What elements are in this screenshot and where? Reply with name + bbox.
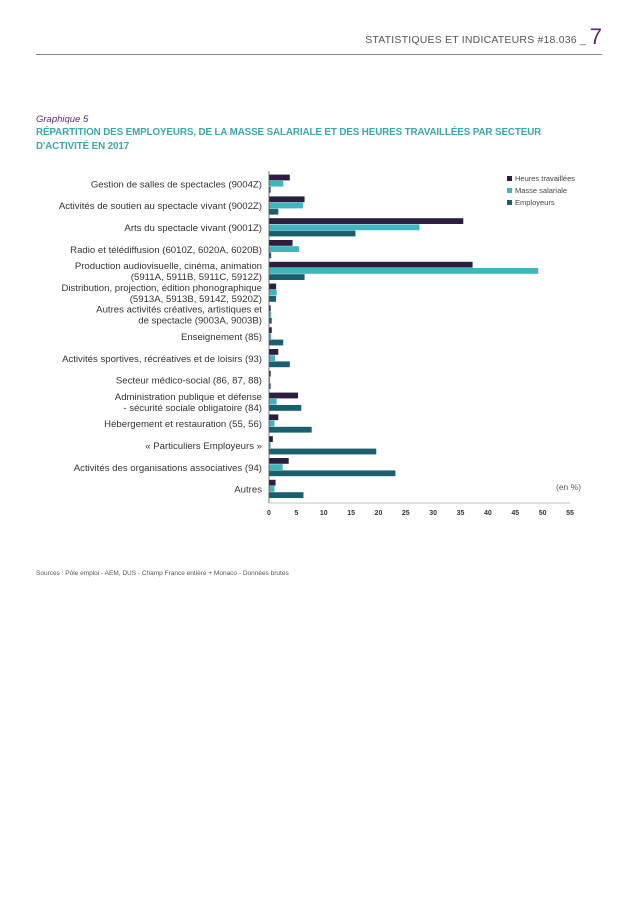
bars-group: [269, 175, 538, 498]
bar-employeurs-14: [269, 492, 303, 498]
bar-heures-7: [269, 327, 272, 333]
category-label-14: Autres: [234, 484, 262, 496]
x-tick-10: 10: [319, 510, 328, 517]
bar-masse-3: [269, 246, 299, 252]
bar-masse-10: [269, 399, 277, 405]
legend: [507, 174, 575, 207]
category-label-1: Activités de soutien au spectacle vivant (9002Z): [58, 201, 262, 213]
category-label-5-line1: (5913A, 5913B, 5914Z, 5920Z): [129, 293, 262, 305]
bar-heures-2: [269, 218, 463, 224]
bar-masse-1: [269, 203, 303, 209]
x-tick-30: 30: [429, 510, 438, 517]
bar-employeurs-4: [269, 274, 305, 280]
bar-heures-1: [269, 196, 305, 202]
page-number: 7: [589, 24, 602, 49]
x-tick-20: 20: [374, 510, 383, 517]
sources-note: Sources : Pôle emploi - AEM, DUS - Champ France entière + Monaco - Données brutes: [36, 570, 289, 577]
category-label-4-line0: Production audiovisuelle, cinéma, animation: [74, 261, 262, 273]
bar-employeurs-10: [269, 405, 301, 411]
bar-masse-8: [269, 355, 275, 361]
x-tick-40: 40: [484, 510, 492, 517]
bar-masse-4: [269, 268, 538, 274]
bar-employeurs-1: [269, 209, 278, 215]
category-label-13: Activités des organisations associatives (94): [73, 462, 262, 474]
bar-heures-10: [269, 393, 298, 399]
bar-masse-5: [269, 290, 277, 296]
bar-heures-3: [269, 240, 293, 246]
bar-heures-0: [269, 175, 290, 181]
bar-employeurs-11: [269, 427, 312, 433]
bar-heures-12: [269, 436, 273, 442]
category-label-3: Radio et télédiffusion (6010Z, 6020A, 6020B): [70, 244, 262, 256]
graph-label: Graphique 5: [36, 114, 89, 125]
x-tick-35: 35: [456, 510, 465, 517]
bar-heures-14: [269, 480, 276, 486]
x-tick-5: 5: [294, 510, 299, 517]
bar-masse-13: [269, 464, 283, 470]
graph-title: RÉPARTITION DES EMPLOYEURS, DE LA MASSE SALARIALE ET DES HEURES TRAVAILLÉES PAR SECTEUR D'ACTIVITÉ EN 2017: [36, 127, 542, 152]
bar-masse-11: [269, 421, 274, 427]
x-tick-25: 25: [401, 510, 410, 517]
legend-label-2: Employeurs: [515, 198, 555, 208]
legend-label-0: Heures travaillées: [515, 174, 576, 184]
unit-label: (en %): [556, 482, 582, 492]
bar-masse-2: [269, 224, 420, 230]
bar-heures-8: [269, 349, 278, 355]
bar-employeurs-8: [269, 361, 290, 367]
legend-swatch-2: [507, 200, 512, 205]
category-label-11: Hébergement et restauration (55, 56): [104, 419, 262, 431]
category-label-10-line0: Administration publique et défense: [114, 391, 262, 403]
bar-employeurs-7: [269, 340, 283, 346]
category-label-7: Enseignement (85): [180, 332, 262, 343]
bar-employeurs-13: [269, 470, 395, 476]
category-label-2: Arts du spectacle vivant (9001Z): [124, 223, 262, 234]
bar-employeurs-5: [269, 296, 276, 302]
category-labels: [59, 179, 263, 495]
bar-heures-11: [269, 414, 278, 420]
bar-employeurs-6: [269, 318, 272, 324]
legend-swatch-1: [507, 188, 512, 193]
legend-label-1: Masse salariale: [515, 186, 568, 196]
bar-employeurs-2: [269, 231, 355, 237]
x-tick-50: 50: [538, 510, 547, 517]
category-label-12: « Particuliers Employeurs »: [145, 441, 262, 452]
category-label-8: Activités sportives, récréatives et de loisirs (93): [62, 353, 262, 365]
bar-masse-0: [269, 181, 283, 187]
x-tick-45: 45: [511, 510, 520, 517]
category-label-6-line0: Autres activités créatives, artistiques et: [96, 304, 262, 316]
category-label-0: Gestion de salles de spectacles (9004Z): [90, 179, 262, 191]
x-tick-0: 0: [267, 510, 271, 517]
x-tick-15: 15: [347, 510, 355, 517]
category-label-4-line1: (5911A, 5911B, 5911C, 5912Z): [130, 272, 262, 284]
category-label-9: Secteur médico-social (86, 87, 88): [115, 375, 262, 387]
category-label-10-line1: - sécurité sociale obligatoire (84): [123, 402, 262, 414]
bar-heures-4: [269, 262, 473, 268]
bar-heures-5: [269, 284, 276, 290]
category-label-5-line0: Distribution, projection, édition phonographique: [61, 282, 262, 294]
publication-reference: STATISTIQUES ET INDICATEURS #18.036 _: [365, 34, 586, 46]
bar-employeurs-12: [269, 449, 376, 455]
category-label-6-line1: de spectacle (9003A, 9003B): [138, 315, 262, 327]
bar-masse-14: [269, 486, 274, 492]
legend-swatch-0: [507, 176, 512, 181]
x-tick-55: 55: [566, 510, 574, 517]
bar-heures-13: [269, 458, 289, 464]
